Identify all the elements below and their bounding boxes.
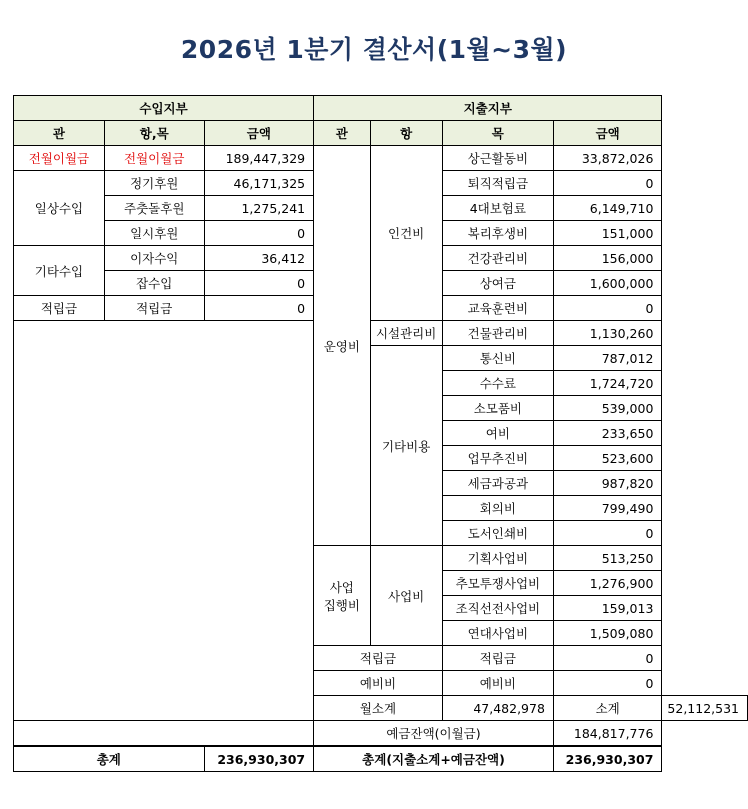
income-item-amount: 46,171,325 xyxy=(204,171,314,196)
income-total-amount: 236,930,307 xyxy=(204,746,314,772)
expense-section-header: 지출지부 xyxy=(314,96,662,121)
expense-item-amount: 1,509,080 xyxy=(553,621,662,646)
expense-balance-amount: 184,817,776 xyxy=(553,721,662,747)
income-item-name: 정기후원 xyxy=(104,171,204,196)
income-balance-empty xyxy=(14,721,314,747)
expense-item-name: 교육훈련비 xyxy=(442,296,553,321)
expense-item-name: 기획사업비 xyxy=(442,546,553,571)
income-col-hangmok: 항,목 xyxy=(104,121,204,146)
expense-item-name: 추모투쟁사업비 xyxy=(442,571,553,596)
expense-item-amount: 1,724,720 xyxy=(553,371,662,396)
income-subtotal-label: 월소계 xyxy=(314,696,443,721)
income-reserve-gwan: 적립금 xyxy=(14,296,105,321)
income-col-gwan: 관 xyxy=(14,121,105,146)
expense-item-amount: 523,600 xyxy=(553,446,662,471)
expense-item-amount: 159,013 xyxy=(553,596,662,621)
expense-reserve-item: 적립금 xyxy=(442,646,553,671)
income-item-amount: 1,275,241 xyxy=(204,196,314,221)
income-section-header: 수입지부 xyxy=(14,96,314,121)
expense-item-name: 상근활동비 xyxy=(442,146,553,171)
expense-item-amount: 0 xyxy=(553,296,662,321)
expense-item-name: 4대보험료 xyxy=(442,196,553,221)
page-title: 2026년 1분기 결산서(1월~3월) xyxy=(180,35,568,64)
income-carryover-gwan: 전월이월금 xyxy=(14,146,105,171)
income-total-label: 총계 xyxy=(14,746,205,772)
expense-item-name: 통신비 xyxy=(442,346,553,371)
income-item-name: 일시후원 xyxy=(104,221,204,246)
income-col-amount: 금액 xyxy=(204,121,314,146)
expense-item-name: 수수료 xyxy=(442,371,553,396)
income-item-amount: 0 xyxy=(204,221,314,246)
income-item-name: 주춧돌후원 xyxy=(104,196,204,221)
expense-reserve-gwan: 적립금 xyxy=(314,646,443,671)
expense-item-amount: 1,130,260 xyxy=(553,321,662,346)
settlement-table xyxy=(13,95,748,772)
income-item-name: 잡수입 xyxy=(104,271,204,296)
income-carryover-item: 전월이월금 xyxy=(104,146,204,171)
expense-item-name: 건강관리비 xyxy=(442,246,553,271)
expense-item-name: 상여금 xyxy=(442,271,553,296)
expense-item-amount: 233,650 xyxy=(553,421,662,446)
income-item-name: 이자수익 xyxy=(104,246,204,271)
expense-item-name: 소모품비 xyxy=(442,396,553,421)
expense-item-name: 여비 xyxy=(442,421,553,446)
expense-col-gwan: 관 xyxy=(314,121,370,146)
income-item-amount: 36,412 xyxy=(204,246,314,271)
expense-item-amount: 787,012 xyxy=(553,346,662,371)
expense-item-amount: 539,000 xyxy=(553,396,662,421)
expense-subtotal-label: 소계 xyxy=(553,696,662,721)
expense-item-name: 업무추진비 xyxy=(442,446,553,471)
expense-project-gwan-line1: 사업 xyxy=(329,579,354,595)
income-empty-area xyxy=(14,321,314,721)
expense-project-gwan-line2: 집행비 xyxy=(323,597,360,613)
expense-item-amount: 1,276,900 xyxy=(553,571,662,596)
expense-total-label: 총계(지출소계+예금잔액) xyxy=(314,746,554,772)
expense-item-amount: 0 xyxy=(553,521,662,546)
income-other-gwan: 기타수입 xyxy=(14,246,105,296)
income-reserve-item: 적립금 xyxy=(104,296,204,321)
expense-item-name: 건물관리비 xyxy=(442,321,553,346)
expense-item-amount: 0 xyxy=(553,171,662,196)
expense-item-amount: 987,820 xyxy=(553,471,662,496)
expense-item-name: 퇴직적립금 xyxy=(442,171,553,196)
expense-facility-hang: 시설관리비 xyxy=(370,321,442,346)
expense-item-amount: 151,000 xyxy=(553,221,662,246)
expense-item-name: 세금과공과 xyxy=(442,471,553,496)
income-carryover-amount: 189,447,329 xyxy=(204,146,314,171)
expense-col-mok: 목 xyxy=(442,121,553,146)
expense-total-amount: 236,930,307 xyxy=(553,746,662,772)
expense-balance-label: 예금잔액(이월금) xyxy=(314,721,554,747)
expense-operating-gwan: 운영비 xyxy=(314,146,370,546)
expense-contingency-amount: 0 xyxy=(553,671,662,696)
expense-contingency-gwan: 예비비 xyxy=(314,671,443,696)
expense-col-amount: 금액 xyxy=(553,121,662,146)
expense-item-name: 도서인쇄비 xyxy=(442,521,553,546)
expense-item-name: 연대사업비 xyxy=(442,621,553,646)
income-item-amount: 0 xyxy=(204,271,314,296)
income-subtotal-amount: 47,482,978 xyxy=(442,696,553,721)
expense-item-amount: 513,250 xyxy=(553,546,662,571)
expense-misc-hang: 기타비용 xyxy=(370,346,442,546)
expense-contingency-item: 예비비 xyxy=(442,671,553,696)
expense-personnel-hang: 인건비 xyxy=(370,146,442,321)
income-regular-gwan: 일상수입 xyxy=(14,171,105,246)
expense-item-amount: 156,000 xyxy=(553,246,662,271)
income-reserve-amount: 0 xyxy=(204,296,314,321)
expense-subtotal-amount: 52,112,531 xyxy=(662,696,748,721)
expense-reserve-amount: 0 xyxy=(553,646,662,671)
expense-project-gwan xyxy=(314,546,370,646)
expense-col-hang: 항 xyxy=(370,121,442,146)
expense-item-name: 회의비 xyxy=(442,496,553,521)
expense-item-amount: 33,872,026 xyxy=(553,146,662,171)
expense-item-name: 복리후생비 xyxy=(442,221,553,246)
expense-item-amount: 799,490 xyxy=(553,496,662,521)
expense-project-hang: 사업비 xyxy=(370,546,442,646)
expense-item-amount: 1,600,000 xyxy=(553,271,662,296)
expense-item-name: 조직선전사업비 xyxy=(442,596,553,621)
expense-item-amount: 6,149,710 xyxy=(553,196,662,221)
